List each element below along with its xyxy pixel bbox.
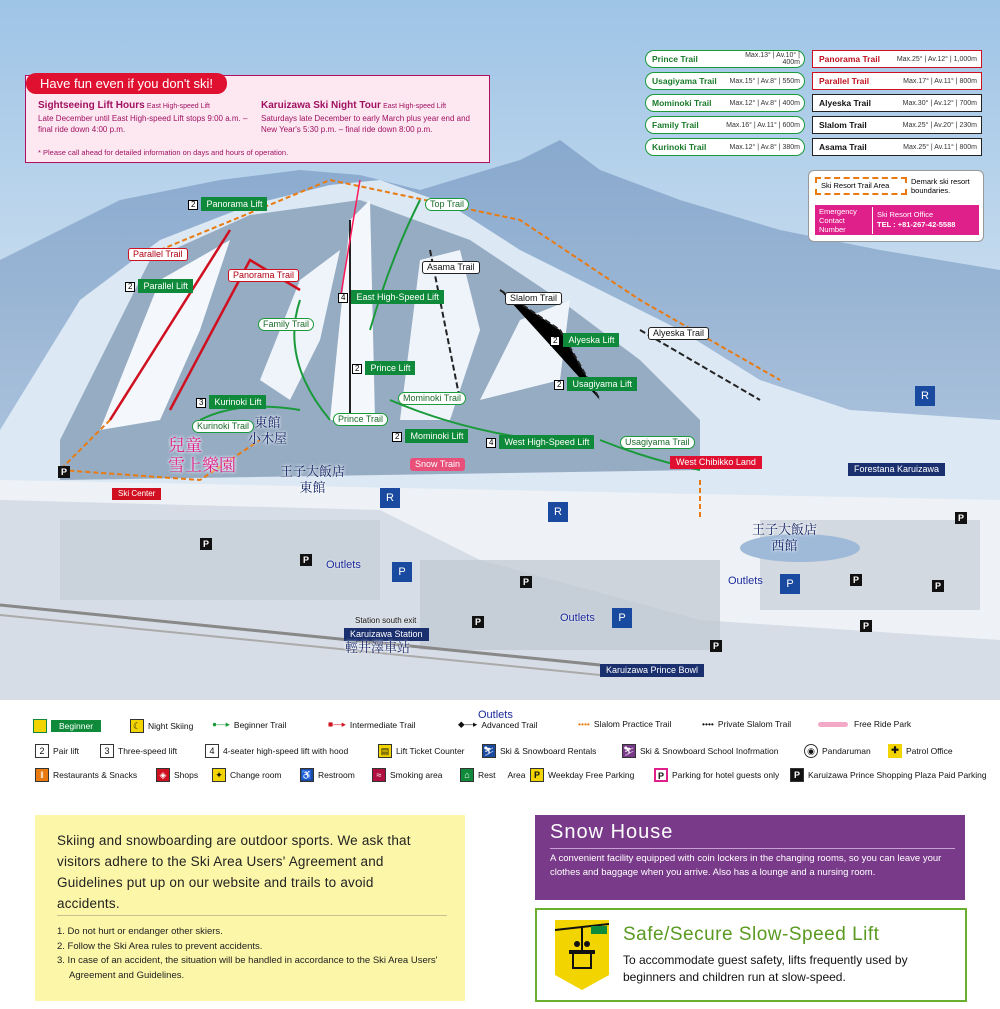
slow-lift-title: Safe/Secure Slow-Speed Lift <box>623 924 880 945</box>
beginner-icon <box>33 719 47 733</box>
col2-sub: East High-speed Lift <box>383 103 447 110</box>
trail-info-left <box>645 50 805 160</box>
pair-lift-icon: 2 <box>35 744 49 758</box>
rule-item: 3. In case of an accident, the situation will be handled in accordance to the Ski Area Users' Agreement and Guidelines. <box>57 955 438 982</box>
slow-lift-chair-icon <box>555 920 609 990</box>
red-arrow-icon: ■—▸ <box>328 719 346 729</box>
legend-night: ☾ Night Skiing <box>130 719 193 733</box>
restaurant-icon: ǁ <box>35 768 49 782</box>
legend-slalom-practice: •••• Slalom Practice Trail <box>578 719 672 729</box>
label-panorama-lift: 2 Panorama Lift <box>188 200 267 210</box>
parking-paid-icon-2: P <box>612 608 632 628</box>
zh-east-hut: 東館 小木屋 <box>248 416 288 447</box>
shop-icon: ◈ <box>156 768 170 782</box>
fun-box-col2 <box>261 99 486 135</box>
parking-black-icon: P <box>790 768 804 782</box>
rule-item: 2. Follow the Ski Area rules to prevent accidents. <box>57 940 263 952</box>
legend-paid-parking: P Karuizawa Prince Shopping Plaza Paid Parking <box>790 768 987 782</box>
restroom-icon: ♿ <box>301 770 313 780</box>
outlets-label-2: Outlets <box>560 612 595 624</box>
legend-rest: ⌂ Rest Area <box>460 768 525 782</box>
label-family-trail: Family Trail <box>258 318 314 331</box>
rules-list <box>57 925 447 984</box>
parking-pink-icon: P <box>654 768 668 782</box>
contact-tel: TEL : +81-267-42-5588 <box>877 220 956 229</box>
snow-house-box <box>535 815 965 900</box>
col1-text: Late December until East High-speed Lift stops 9:00 a.m. – final ride down 4:00 p.m. <box>38 114 248 135</box>
label-top-trail: Top Trail <box>425 198 469 211</box>
label-west-chibikko: West Chibikko Land <box>670 456 762 469</box>
smoking-icon: ≈ <box>372 768 386 782</box>
snow-house-divider <box>550 848 955 849</box>
fun-box-col1 <box>38 99 253 135</box>
rule-item: 1. Do not hurt or endanger other skiers. <box>57 926 223 937</box>
trail-info-row: Prince Trail Max.13° | Av.10° | 400m <box>645 50 805 68</box>
trail-info-row: Kurinoki Trail Max.12° | Av.8° | 380m <box>645 138 805 156</box>
boundary-sample: Ski Resort Trail Area <box>815 177 907 195</box>
parking-yellow-icon: P <box>530 768 544 782</box>
rest-icon-2: R <box>548 502 568 522</box>
legend-beginner-trail: ●—▸ Beginner Trail <box>212 719 287 730</box>
label-usagiyama-lift: 2 Usagiyama Lift <box>554 380 637 390</box>
label-parallel-trail: Parallel Trail <box>128 248 188 261</box>
zh-prince-east: 王子大飯店 東館 <box>280 465 346 496</box>
legend-weekday-parking: P Weekday Free Parking <box>530 768 634 782</box>
trail-info-row: Usagiyama Trail Max.15° | Av.8° | 550m <box>645 72 805 90</box>
parking-icon: P <box>300 554 312 566</box>
legend-private-slalom: •••• Private Slalom Trail <box>702 719 792 729</box>
contact-box <box>815 205 979 235</box>
slow-lift-text: To accommodate guest safety, lifts frequently used by beginners and children run at slow-speed. <box>623 953 908 984</box>
col2-title: Karuizawa Ski Night Tour <box>261 100 381 111</box>
legend-beginner: Beginner <box>33 719 101 733</box>
fun-box <box>25 75 490 163</box>
outlets-label-3: Outlets <box>728 575 763 587</box>
trail-info-row: Alyeska Trail Max.30° | Av.12° | 700m <box>812 94 982 112</box>
legend-intermediate: ■—▸ Intermediate Trail <box>328 719 416 730</box>
col1-title: Sightseeing Lift Hours <box>38 100 145 111</box>
label-alyeska-trail: Alyeska Trail <box>648 327 709 340</box>
legend-restroom: ♿ Restroom <box>301 770 355 780</box>
trail-info-row: Parallel Trail Max.17° | Av.11° | 800m <box>812 72 982 90</box>
boundary-desc: Demark ski resort boundaries. <box>911 177 970 195</box>
parking-paid-icon-1: P <box>392 562 412 582</box>
parking-icon: P <box>200 538 212 550</box>
col2-text: Saturdays late December to early March plus year end and New Year's 5:30 p.m. – final ride down 8:00 p.m. <box>261 114 470 135</box>
legend-three-lift: 3 Three-speed lift <box>100 744 177 758</box>
legend-rentals: ⛷ Ski & Snowboard Rentals <box>483 746 597 756</box>
legend-ticket: ▤ Lift Ticket Counter <box>378 744 465 758</box>
patrol-cross-icon: ✚ <box>888 744 902 758</box>
legend-restaurants: ǁ Restaurants & Snacks <box>35 768 137 782</box>
label-mominoki-trail: Mominoki Trail <box>398 392 466 405</box>
orange-dots-icon: •••• <box>578 719 590 729</box>
label-prince-lift: 2 Prince Lift <box>352 364 415 374</box>
label-slalom-trail: Slalom Trail <box>505 292 562 305</box>
trail-info-row: Panorama Trail Max.25° | Av.12° | 1,000m <box>812 50 982 68</box>
parking-icon: P <box>955 512 967 524</box>
trail-info-row: Slalom Trail Max.25° | Av.20° | 230m <box>812 116 982 134</box>
label-alyeska-lift: 2 Alyeska Lift <box>550 336 619 346</box>
rentals-icon: ⛷ <box>483 746 495 756</box>
legend-school: ⛷ Ski & Snowboard School Inofrmation <box>623 746 779 756</box>
panda-icon: ◉ <box>804 744 818 758</box>
pink-bar-icon <box>818 722 848 727</box>
restaurant-icon: R <box>380 488 400 508</box>
snow-house-title: Snow House <box>550 821 674 843</box>
label-prince-trail: Prince Trail <box>333 413 388 426</box>
night-skiing-icon: ☾ <box>130 719 144 733</box>
contact-office: Ski Resort Office <box>877 210 934 220</box>
label-forestana: Forestana Karuizawa <box>848 463 945 476</box>
trail-info-row: Asama Trail Max.25° | Av.11° | 800m <box>812 138 982 156</box>
rules-divider <box>57 915 447 916</box>
zh-station: 輕井澤車站 <box>345 641 411 656</box>
trail-info-row: Family Trail Max.16° | Av.11° | 600m <box>645 116 805 134</box>
label-kurinoki-trail: Kurinoki Trail <box>192 420 254 433</box>
legend-patrol: ✚ Patrol Office <box>888 744 953 758</box>
label-west-hs-lift: 4 West High-Speed Lift <box>486 438 594 448</box>
legend-shops: ◈ Shops <box>156 768 198 782</box>
rest-icon: ⌂ <box>460 768 474 782</box>
label-ski-center: Ski Center <box>112 488 161 500</box>
legend-change-room: ✦ Change room <box>212 768 282 782</box>
label-kurinoki-lift: 3 Kurinoki Lift <box>196 398 266 408</box>
legend-advanced: ◆—▸ Advanced Trail <box>458 719 538 730</box>
parking-icon: P <box>850 574 862 586</box>
slow-lift-box <box>535 908 967 1002</box>
legend-freeride: Free Ride Park <box>818 719 911 729</box>
label-parallel-lift: 2 Parallel Lift <box>125 282 193 292</box>
label-east-hs-lift: 4 East High-Speed Lift <box>338 293 444 303</box>
fun-box-title: Have fun even if you don't ski! <box>26 73 227 94</box>
fun-box-note: * Please call ahead for detailed information on days and hours of operation. <box>38 148 289 157</box>
label-asama-trail: Asama Trail <box>422 261 480 274</box>
legend-smoking: ≈ Smoking area <box>372 768 442 782</box>
outlets-label-1: Outlets <box>326 559 361 571</box>
legend-pandaruman: ◉ Pandaruman <box>804 744 871 758</box>
slow-lift-icon <box>555 920 609 990</box>
legend-hotel-parking: P Parking for hotel guests only <box>654 768 779 782</box>
parking-icon: P <box>932 580 944 592</box>
contact-label: Emergency Contact Number <box>815 207 873 234</box>
trail-info-row: Mominoki Trail Max.12° | Av.8° | 400m <box>645 94 805 112</box>
green-arrow-icon: ●—▸ <box>212 719 230 729</box>
parking-icon: P <box>710 640 722 652</box>
rules-box <box>35 815 465 1001</box>
three-lift-icon: 3 <box>100 744 114 758</box>
black-dots-icon: •••• <box>702 719 714 729</box>
trail-info-right <box>812 50 982 160</box>
legend <box>0 705 1000 795</box>
change-room-icon: ✦ <box>212 768 226 782</box>
legend-pair-lift: 2 Pair lift <box>35 744 79 758</box>
boundary-legend <box>808 170 984 242</box>
school-icon: ⛷ <box>623 746 635 756</box>
col1-sub: East High-speed Lift <box>146 103 210 110</box>
parking-icon: P <box>860 620 872 632</box>
snow-house-text: A convenient facility equipped with coin lockers in the changing rooms, so you can leave your clothes and baggage when you arrive. Also has a lounge and a nursing room. <box>550 853 942 878</box>
rules-intro: Skiing and snowboarding are outdoor sports. We ask that visitors adhere to the Ski Area Users' Agreement and Guidelines put up on our website and trails to avoid accidents. <box>57 833 411 911</box>
label-station-exit: Station south exit <box>355 616 417 625</box>
parking-icon: P <box>520 576 532 588</box>
label-prince-bowl: Karuizawa Prince Bowl <box>600 664 704 677</box>
label-snow-train: Snow Train <box>410 458 465 471</box>
zh-kids-park: 兒童 雪上樂園 <box>168 436 236 477</box>
parking-icon: P <box>58 466 70 478</box>
label-usagiyama-trail: Usagiyama Trail <box>620 436 695 449</box>
label-panorama-trail: Panorama Trail <box>228 269 299 282</box>
parking-icon: P <box>472 616 484 628</box>
parking-paid-icon-3: P <box>780 574 800 594</box>
label-karuizawa-station: Karuizawa Station <box>344 628 429 641</box>
zh-prince-west: 王子大飯店 西館 <box>752 523 818 554</box>
black-arrow-icon: ◆—▸ <box>458 719 478 729</box>
outlets-floating: Outlets <box>478 709 513 721</box>
ticket-icon: ▤ <box>378 744 392 758</box>
four-lift-icon: 4 <box>205 744 219 758</box>
rest-icon-1: R <box>915 386 935 406</box>
label-mominoki-lift: 2 Mominoki Lift <box>392 432 468 442</box>
legend-four-lift: 4 4-seater high-speed lift with hood <box>205 744 348 758</box>
